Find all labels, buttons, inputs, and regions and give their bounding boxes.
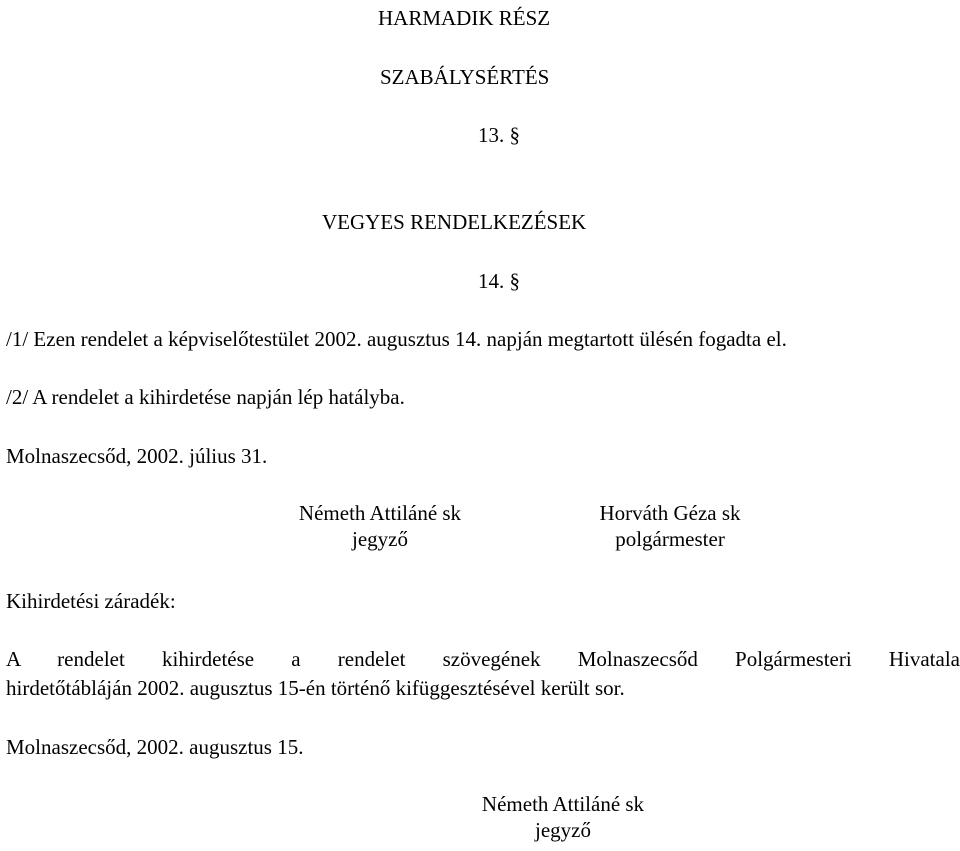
final-signature-name: Németh Attiláné sk [481,792,645,816]
final-signature [453,791,673,844]
section-number: 14. [478,269,505,293]
section-13-heading [478,122,520,148]
clause-text-line-1: A rendelet kihirdetése a rendelet szövegének Molnaszecsőd Polgármesteri Hivatala [6,647,960,671]
mayor-name: Horváth Géza sk [599,501,741,525]
part-subtitle: SZABÁLYSÉRTÉS [380,65,550,89]
mayor-signature [570,500,770,553]
paragraph-1: /1/ Ezen rendelet a képviselőtestület 2002. augusztus 14. napján megtartott ülésén fogadta el. [6,327,787,351]
section-symbol-icon: § [509,269,520,293]
paragraph-2: /2/ A rendelet a kihirdetése napján lép hatályba. [6,385,405,409]
place-date-1: Molnaszecsőd, 2002. július 31. [6,444,268,468]
clause-text-line-2: hirdetőtábláján 2002. augusztus 15-én történő kifüggesztésével került sor. [6,676,625,700]
clause-heading: Kihirdetési záradék: [6,589,176,613]
notary-title: jegyző [352,527,408,552]
mixed-provisions-title: VEGYES RENDELKEZÉSEK [322,210,587,234]
notary-name: Németh Attiláné sk [298,501,462,525]
section-14-heading [478,268,520,294]
part-title: HARMADIK RÉSZ [378,6,551,30]
section-number: 13. [478,123,505,147]
notary-signature [270,500,490,553]
mayor-title: polgármester [615,527,725,552]
section-symbol-icon: § [509,123,520,147]
final-signature-title: jegyző [535,818,591,843]
place-date-2: Molnaszecsőd, 2002. augusztus 15. [6,735,304,759]
